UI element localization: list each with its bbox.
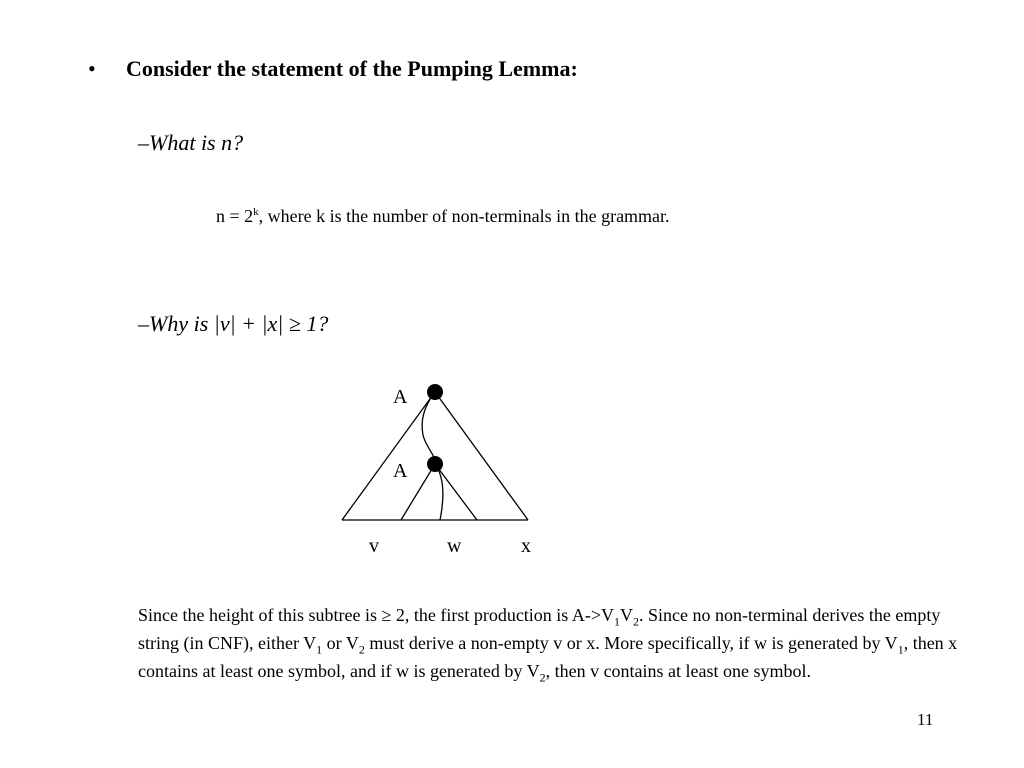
question2-expression: |v| + |x| ≥ [213, 311, 307, 336]
leaf-label-v: v [369, 535, 379, 557]
leaf-label-x: x [521, 535, 531, 557]
answer-exponent: k [253, 206, 259, 218]
explanation-paragraph [138, 601, 958, 685]
outer-right-edge [435, 392, 528, 520]
bullet-marker: • [88, 56, 96, 81]
explanation-text-1: Since the height of this subtree is ≥ 2, the first production is A->V [138, 605, 614, 625]
outer-left-edge [342, 392, 435, 520]
slide-heading: Consider the statement of the Pumping Lemma: [126, 56, 578, 81]
explanation-text-4: or V [322, 633, 359, 653]
answer-suffix: , where k is the number of non-terminals in the grammar. [258, 206, 670, 226]
answer-prefix: n = 2 [216, 206, 254, 226]
subscript-4: 2 [358, 642, 365, 657]
subscript-5: 1 [897, 642, 904, 657]
explanation-text-6: , then x contains at least one symbol, and if w is generated by V [138, 633, 958, 681]
page-number: 11 [917, 710, 934, 729]
question2-suffix: 1? [306, 311, 329, 336]
path-a-to-a [422, 392, 435, 464]
explanation-text-5: must derive a non-empty v or x. More specifically, if w is generated by V [364, 633, 898, 653]
explanation-text-7: , then v contains at least one symbol. [545, 661, 812, 681]
subscript-3: 1 [316, 642, 323, 657]
leaf-label-w: w [447, 535, 462, 557]
inner-node-dot [427, 456, 443, 472]
subscript-6: 2 [539, 670, 546, 685]
explanation-text-2: V [619, 605, 633, 625]
top-node-dot [427, 384, 443, 400]
question2-prefix: –Why is [138, 311, 214, 336]
question-what-is-n: –What is n? [138, 130, 244, 155]
subscript-2: 2 [632, 614, 639, 629]
subscript-1: 1 [613, 614, 620, 629]
explanation-text-3: . Since no non-terminal derives the empty string (in CNF), either V [138, 605, 941, 653]
top-node-label: A [393, 386, 408, 408]
inner-node-label: A [393, 460, 408, 482]
